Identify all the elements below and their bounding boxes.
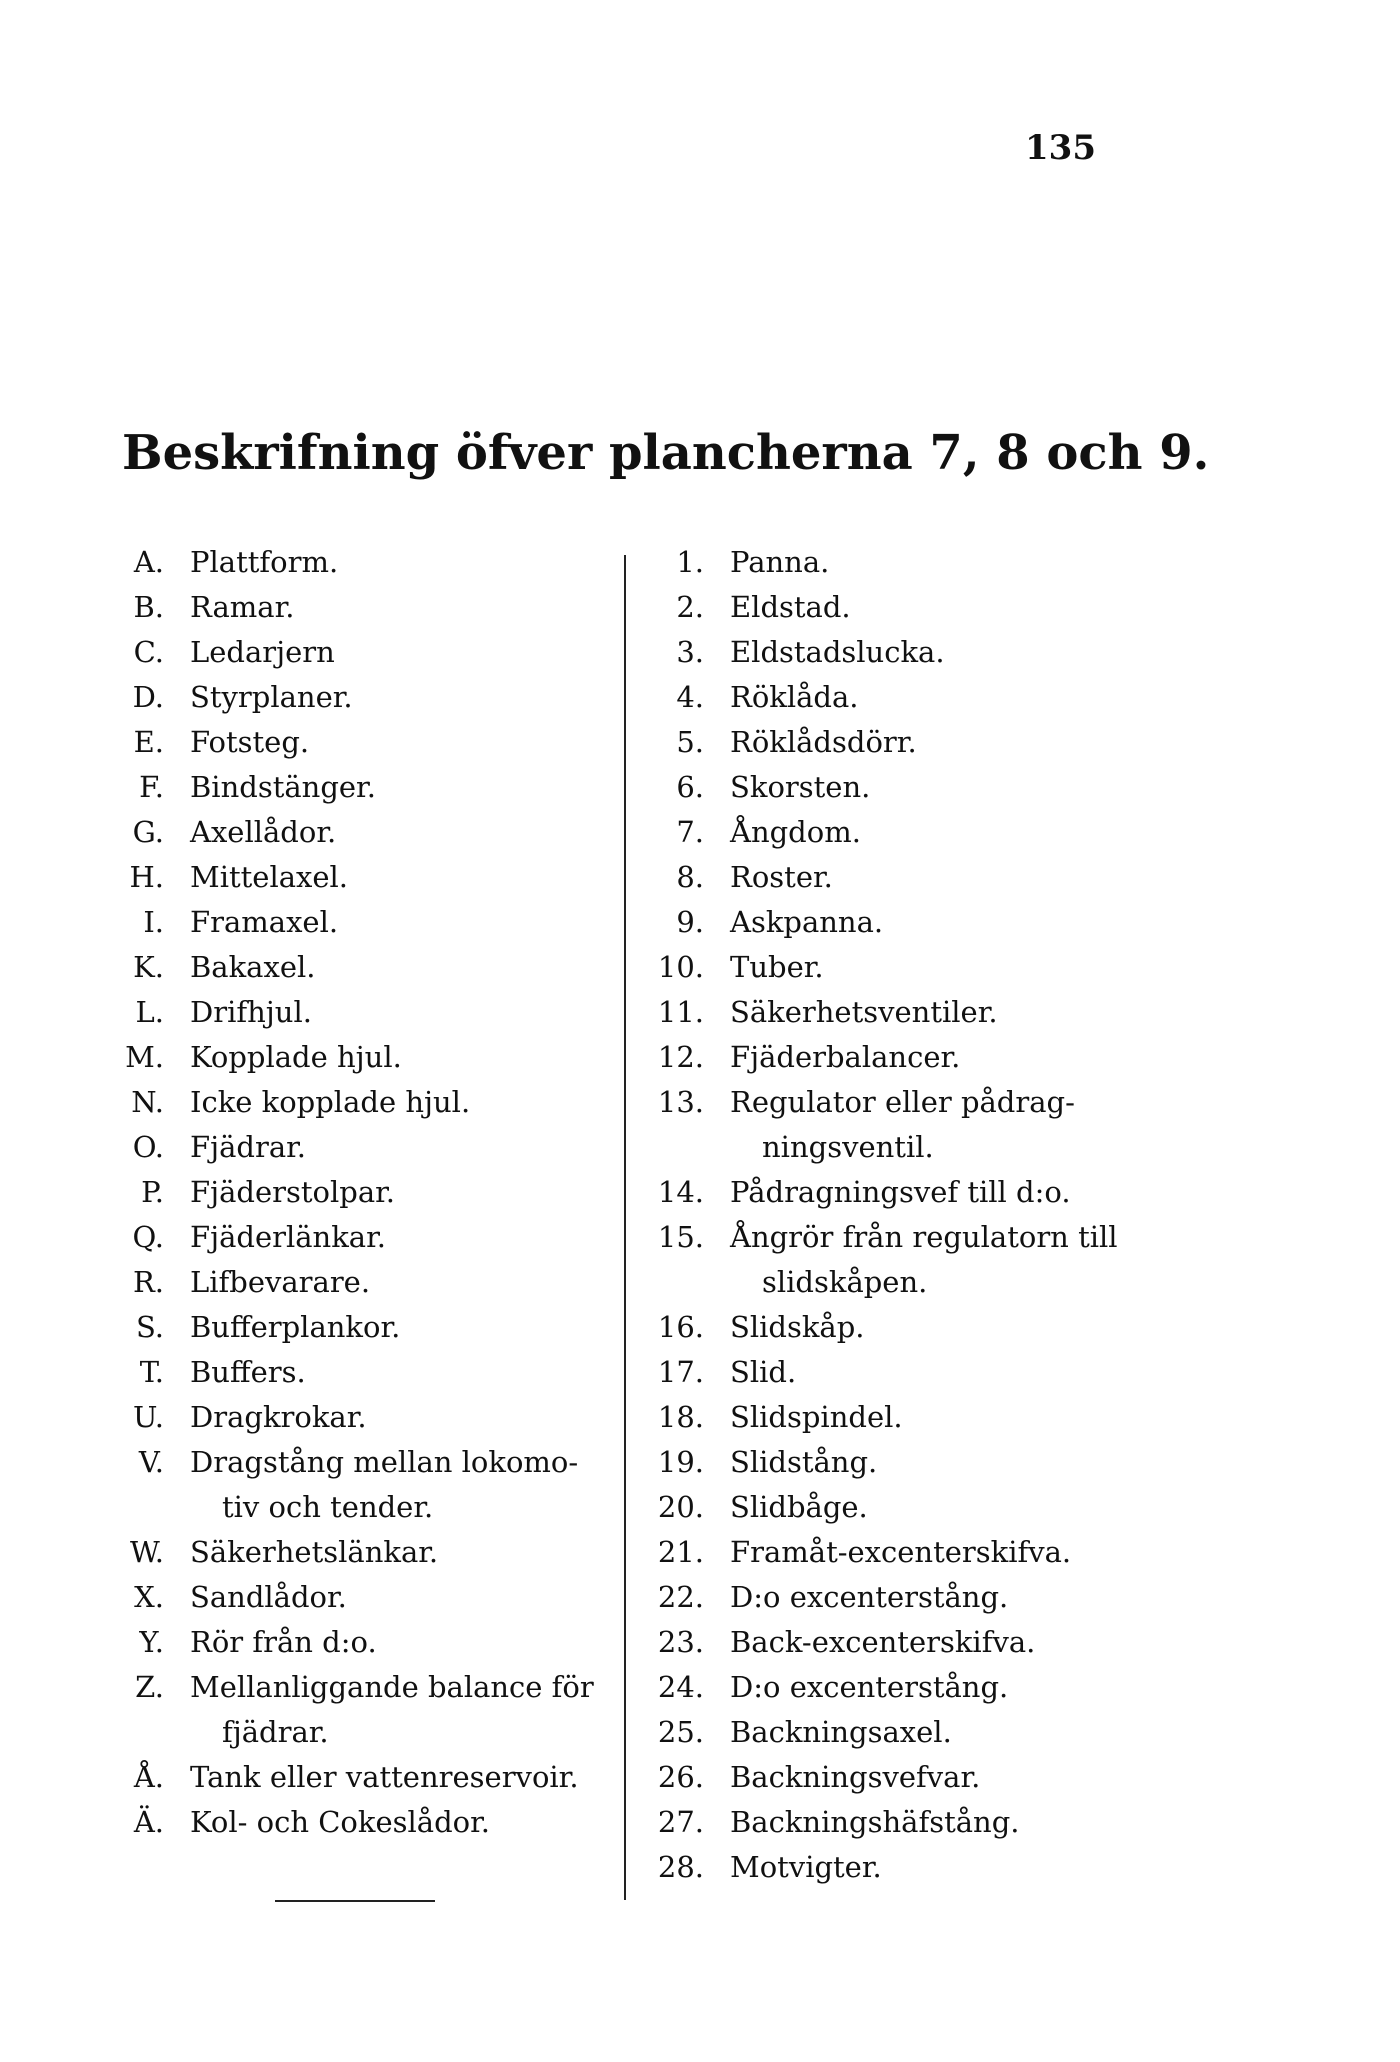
item-text: Mellanliggande balance för <box>190 1670 594 1704</box>
list-item <box>112 1665 612 1710</box>
item-label: Å. <box>133 1760 164 1794</box>
item-label: Q. <box>132 1220 164 1254</box>
item-text: Bindstänger. <box>190 770 376 804</box>
list-item <box>112 1170 612 1215</box>
item-text: ningsventil. <box>762 1130 934 1164</box>
item-text: Fotsteg. <box>190 725 310 759</box>
item-text: fjädrar. <box>222 1715 329 1749</box>
item-text: Röklåda. <box>730 680 859 714</box>
item-text: Slidbåge. <box>730 1490 868 1524</box>
item-text: D:o excenterstång. <box>730 1580 1009 1614</box>
item-label: H. <box>129 860 164 894</box>
item-text: Slidspindel. <box>730 1400 903 1434</box>
list-item <box>652 720 1152 765</box>
item-label: F. <box>139 770 164 804</box>
item-label: U. <box>133 1400 164 1434</box>
item-text: Kol- och Cokeslådor. <box>190 1805 490 1839</box>
item-label: 23. <box>657 1625 704 1659</box>
list-item <box>652 990 1152 1035</box>
item-label: 25. <box>657 1715 704 1749</box>
item-text: Tuber. <box>730 950 824 984</box>
list-item <box>112 1440 612 1485</box>
item-label: B. <box>133 590 164 624</box>
item-label: D. <box>132 680 164 714</box>
list-item <box>652 1575 1152 1620</box>
list-item <box>652 1755 1152 1800</box>
item-text: Säkerhetslänkar. <box>190 1535 439 1569</box>
list-item <box>112 1800 612 1845</box>
list-item <box>112 945 612 990</box>
item-label: 1. <box>676 545 704 579</box>
list-item <box>652 675 1152 720</box>
item-text: Slidstång. <box>730 1445 878 1479</box>
list-item-continuation <box>652 1260 1152 1305</box>
list-item <box>652 1395 1152 1440</box>
item-text: Icke kopplade hjul. <box>190 1085 471 1119</box>
list-item <box>652 585 1152 630</box>
page-number: 135 <box>1025 128 1096 168</box>
item-text: Fjäderstolpar. <box>190 1175 396 1209</box>
item-text: Lifbevarare. <box>190 1265 371 1299</box>
item-text: Axellådor. <box>190 815 337 849</box>
list-item <box>112 1350 612 1395</box>
list-item <box>112 720 612 765</box>
item-label: 2. <box>676 590 704 624</box>
item-text: Plattform. <box>190 545 339 579</box>
list-item <box>112 585 612 630</box>
item-label: 28. <box>657 1850 704 1884</box>
item-label: 20. <box>657 1490 704 1524</box>
list-item <box>652 945 1152 990</box>
list-item <box>112 1080 612 1125</box>
list-item <box>112 1530 612 1575</box>
item-label: W. <box>130 1535 164 1569</box>
item-text: Skorsten. <box>730 770 871 804</box>
list-item <box>652 540 1152 585</box>
item-label: 5. <box>676 725 704 759</box>
list-item <box>112 1035 612 1080</box>
list-item <box>112 1305 612 1350</box>
list-item <box>652 1485 1152 1530</box>
list-item-continuation <box>652 1125 1152 1170</box>
list-item <box>112 1215 612 1260</box>
item-text: Ångrör från regulatorn till <box>730 1220 1118 1254</box>
list-item <box>112 990 612 1035</box>
item-text: Motvigter. <box>730 1850 882 1884</box>
item-text: Slid. <box>730 1355 797 1389</box>
item-text: Fjäderlänkar. <box>190 1220 386 1254</box>
item-text: Back-excenterskifva. <box>730 1625 1036 1659</box>
list-item <box>112 900 612 945</box>
item-text: Backningsaxel. <box>730 1715 952 1749</box>
item-label: I. <box>143 905 164 939</box>
item-text: Bakaxel. <box>190 950 316 984</box>
item-text: Bufferplankor. <box>190 1310 401 1344</box>
item-label: 21. <box>657 1535 704 1569</box>
item-label: 13. <box>657 1085 704 1119</box>
item-text: Tank eller vattenreservoir. <box>190 1760 579 1794</box>
item-label: S. <box>135 1310 164 1344</box>
item-text: Säkerhetsventiler. <box>730 995 998 1029</box>
item-text: Sandlådor. <box>190 1580 347 1614</box>
list-item <box>652 1035 1152 1080</box>
item-label: 14. <box>657 1175 704 1209</box>
item-text: Dragkrokar. <box>190 1400 367 1434</box>
list-item <box>112 630 612 675</box>
list-item-continuation <box>112 1710 612 1755</box>
page-title: Beskrifning öfver plancherna 7, 8 och 9. <box>122 425 1210 481</box>
item-label: 11. <box>657 995 704 1029</box>
list-item <box>652 1080 1152 1125</box>
item-text: Fjäderbalancer. <box>730 1040 961 1074</box>
item-label: 22. <box>657 1580 704 1614</box>
list-item <box>112 765 612 810</box>
item-text: Kopplade hjul. <box>190 1040 402 1074</box>
item-text: Röklådsdörr. <box>730 725 917 759</box>
list-item <box>652 1800 1152 1845</box>
list-item <box>652 810 1152 855</box>
item-text: tiv och tender. <box>222 1490 434 1524</box>
item-label: C. <box>133 635 164 669</box>
item-label: 17. <box>657 1355 704 1389</box>
item-text: Pådragningsvef till d:o. <box>730 1175 1071 1209</box>
item-text: Buffers. <box>190 1355 306 1389</box>
item-label: L. <box>135 995 164 1029</box>
item-text: Eldstad. <box>730 590 851 624</box>
list-item <box>652 1845 1152 1890</box>
item-text: Backningsvefvar. <box>730 1760 981 1794</box>
right-column <box>652 540 1152 1890</box>
list-item <box>112 540 612 585</box>
item-label: V. <box>138 1445 164 1479</box>
item-text: Askpanna. <box>730 905 884 939</box>
item-label: R. <box>132 1265 164 1299</box>
list-item <box>112 855 612 900</box>
item-label: 4. <box>676 680 704 714</box>
column-divider <box>624 555 626 1900</box>
list-item <box>652 1170 1152 1215</box>
item-text: Dragstång mellan lokomo- <box>190 1445 579 1479</box>
item-label: N. <box>131 1085 164 1119</box>
list-item <box>112 1755 612 1800</box>
list-item <box>112 810 612 855</box>
item-label: K. <box>133 950 164 984</box>
item-text: Slidskåp. <box>730 1310 865 1344</box>
list-item <box>652 1215 1152 1260</box>
list-item <box>652 765 1152 810</box>
item-label: 18. <box>657 1400 704 1434</box>
item-text: slidskåpen. <box>762 1265 928 1299</box>
list-item <box>112 1260 612 1305</box>
item-text: Ledarjern <box>190 635 335 669</box>
item-label: 3. <box>676 635 704 669</box>
item-label: 9. <box>676 905 704 939</box>
item-label: X. <box>134 1580 164 1614</box>
list-item <box>112 1125 612 1170</box>
item-label: G. <box>132 815 164 849</box>
list-item <box>652 1665 1152 1710</box>
item-label: Z. <box>135 1670 164 1704</box>
item-text: Framåt-excenterskifva. <box>730 1535 1072 1569</box>
item-label: T. <box>139 1355 164 1389</box>
list-item <box>652 1620 1152 1665</box>
list-item <box>652 900 1152 945</box>
list-item <box>652 1440 1152 1485</box>
item-label: 16. <box>657 1310 704 1344</box>
item-text: Ångdom. <box>730 815 861 849</box>
item-text: Eldstadslucka. <box>730 635 945 669</box>
item-text: Fjädrar. <box>190 1130 307 1164</box>
item-label: 27. <box>657 1805 704 1839</box>
list-item <box>652 1305 1152 1350</box>
list-item <box>652 1350 1152 1395</box>
item-label: 24. <box>657 1670 704 1704</box>
item-text: Mittelaxel. <box>190 860 349 894</box>
list-item <box>652 1710 1152 1755</box>
item-text: Rör från d:o. <box>190 1625 377 1659</box>
list-item <box>112 675 612 720</box>
item-text: Ramar. <box>190 590 295 624</box>
item-label: 15. <box>657 1220 704 1254</box>
left-column <box>112 540 612 1845</box>
item-label: P. <box>141 1175 164 1209</box>
list-item-continuation <box>112 1485 612 1530</box>
item-label: 19. <box>657 1445 704 1479</box>
list-item <box>112 1575 612 1620</box>
item-label: A. <box>133 545 164 579</box>
item-text: Regulator eller pådrag- <box>730 1085 1075 1119</box>
item-label: 7. <box>676 815 704 849</box>
item-text: Roster. <box>730 860 833 894</box>
list-item <box>112 1620 612 1665</box>
item-text: Panna. <box>730 545 830 579</box>
item-label: 8. <box>676 860 704 894</box>
item-label: 6. <box>676 770 704 804</box>
list-item <box>652 1530 1152 1575</box>
item-label: 10. <box>657 950 704 984</box>
item-text: Styrplaner. <box>190 680 353 714</box>
item-label: O. <box>132 1130 164 1164</box>
item-label: Y. <box>139 1625 164 1659</box>
item-label: 26. <box>657 1760 704 1794</box>
item-label: Ä. <box>133 1805 164 1839</box>
item-label: 12. <box>657 1040 704 1074</box>
item-label: E. <box>133 725 164 759</box>
bottom-rule <box>275 1900 435 1902</box>
item-text: D:o excenterstång. <box>730 1670 1009 1704</box>
item-text: Drifhjul. <box>190 995 312 1029</box>
list-item <box>112 1395 612 1440</box>
item-text: Backningshäfstång. <box>730 1805 1020 1839</box>
item-label: M. <box>125 1040 164 1074</box>
list-item <box>652 630 1152 675</box>
item-text: Framaxel. <box>190 905 339 939</box>
list-item <box>652 855 1152 900</box>
